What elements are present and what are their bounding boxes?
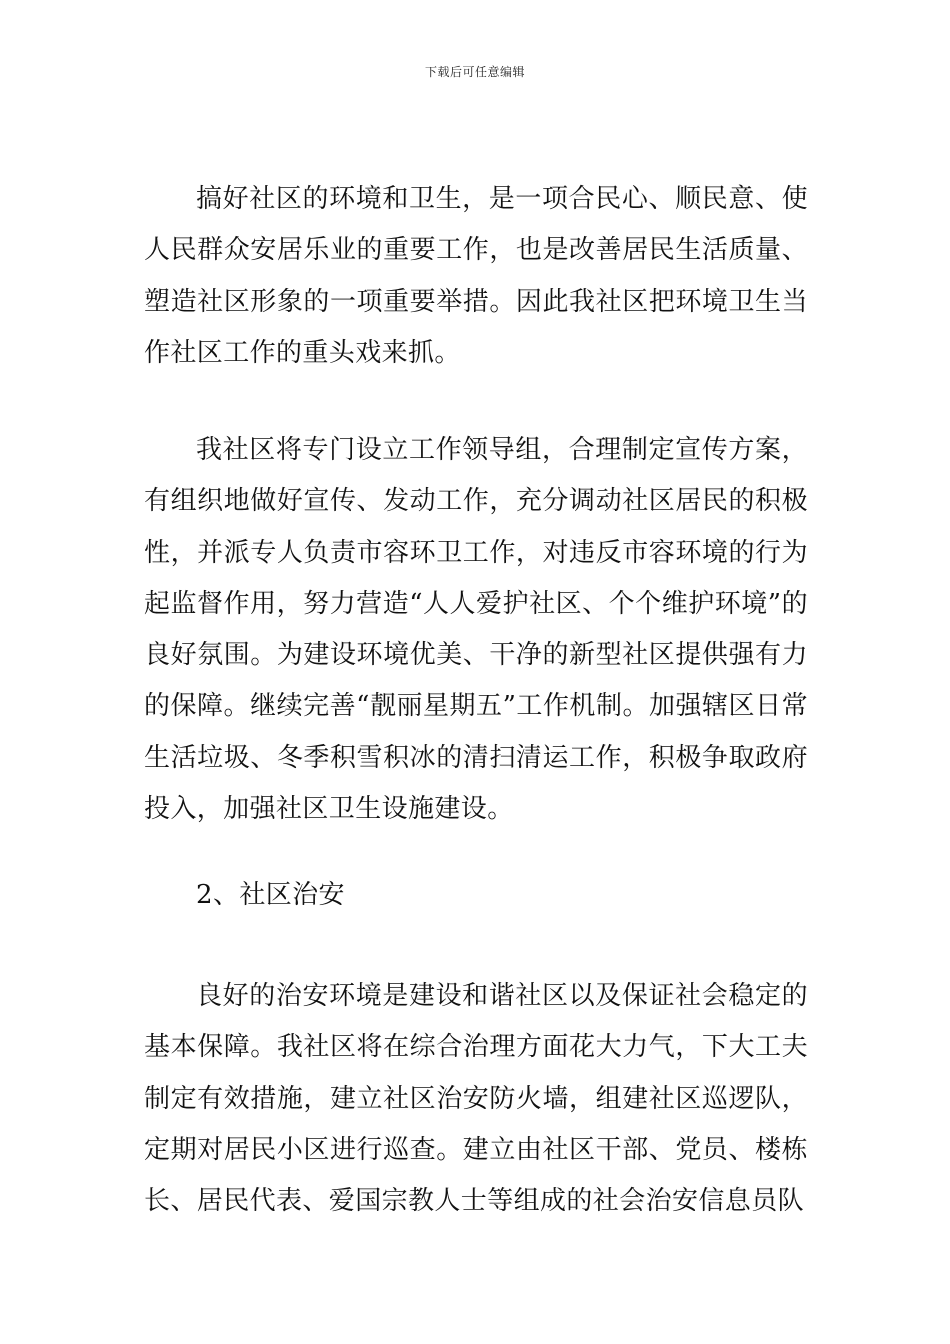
page-header: 下载后可任意编辑 (424, 65, 525, 79)
paragraph-security-body: 良好的治安环境是建设和谐社区以及保证社会稳定的基本保障。我社区将在综合治理方面花大力气，下大工夫制定有效措施，建立社区治安防火墙，组建社区巡逻队，定期对居民小区进行巡查。建立由社区干部、党员、楼栋长、居民代表、爱国宗教人士等组成的社会治安信息员队 (144, 981, 808, 1217)
section-heading-security: 2、社区治安 (196, 880, 345, 910)
paragraph-environment-measures: 我社区将专门设立工作领导组，合理制定宣传方案，有组织地做好宣传、发动工作，充分调动社区居民的积极性，并派专人负责市容环卫工作，对违反市容环境的行为起监督作用，努力营造“人人爱护社区、个个维护环境”的良好氛围。为建设环境优美、干净的新型社区提供强有力的保障。继续完善“靓丽星期五”工作机制。加强辖区日常生活垃圾、冬季积雪积冰的清扫清运工作，积极争取政府投入，加强社区卫生设施建设。 (144, 435, 808, 825)
paragraph-environment-intro: 搞好社区的环境和卫生，是一项合民心、顺民意、使人民群众安居乐业的重要工作，也是改善居民生活质量、塑造社区形象的一项重要举措。因此我社区把环境卫生当作社区工作的重头戏来抓。 (144, 184, 808, 368)
